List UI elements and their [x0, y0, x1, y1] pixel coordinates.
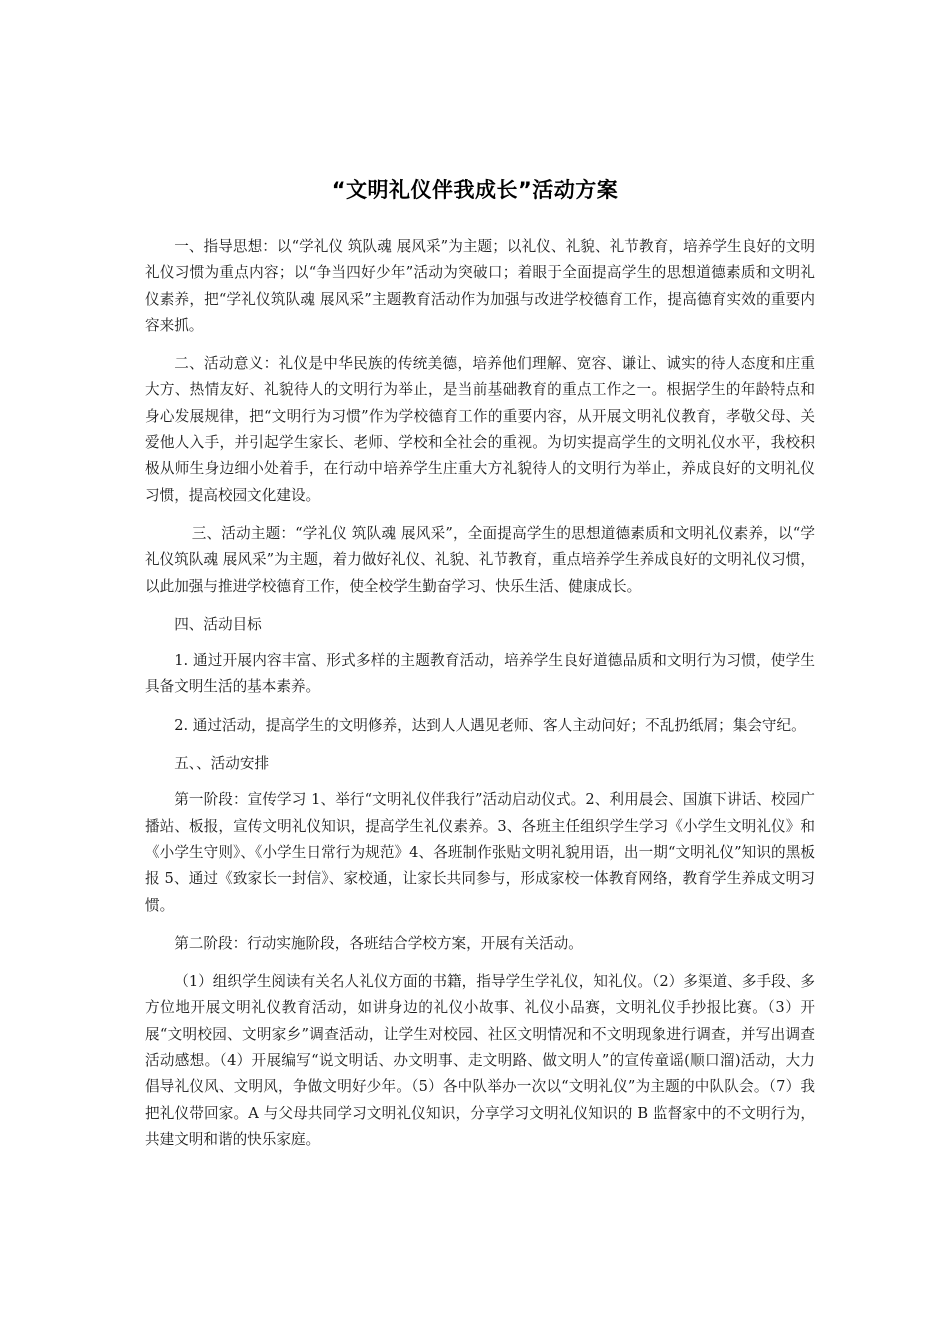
- paragraph-activity-significance: 二、活动意义：礼仪是中华民族的传统美德，培养他们理解、宽容、谦让、诚实的待人态度和庄重大方、热情友好、礼貌待人的文明行为举止，是当前基础教育的重点工作之一。根据学生的年龄特点和身心发展规律，把“文明行为习惯”作为学校德育工作的重要内容，从开展文明礼仪教育，孝敬父母、关爱他人入手，并引起学生家长、老师、学校和全社会的重视。为切实提高学生的文明礼仪水平，我校积极从师生身边细小处着手，在行动中培养学生庄重大方礼貌待人的文明行为举止，养成良好的文明礼仪习惯，提高校园文化建设。: [145, 355, 815, 504]
- paragraph-guiding-thought: 一、指导思想：以“学礼仪 筑队魂 展风采”为主题；以礼仪、礼貌、礼节教育，培养学生良好的文明礼仪习惯为重点内容；以“争当四好少年”活动为突破口；着眼于全面提高学生的思想道德素质和文明礼仪素养，把“学礼仪筑队魂 展风采”主题教育活动作为加强与改进学校德育工作，提高德育实效的重要内容来抓。: [145, 238, 815, 334]
- paragraph-goal-2: 2. 通过活动，提高学生的文明修养，达到人人遇见老师、客人主动问好；不乱扔纸屑；集会守纪。: [174, 716, 806, 734]
- paragraph-stage-2-details: （1）组织学生阅读有关名人礼仪方面的书籍，指导学生学礼仪，知礼仪。（2）多渠道、多手段、多方位地开展文明礼仪教育活动，如讲身边的礼仪小故事、礼仪小品赛，文明礼仪手抄报比赛。（3）开展“文明校园、文明家乡”调查活动，让学生对校园、社区文明情况和不文明现象进行调查，并写出调查活动感想。（4）开展编写“说文明话、办文明事、走文明路、做文明人”的宣传童谣(顺口溜)活动，大力倡导礼仪风、文明风，争做文明好少年。（5）各中队举办一次以“文明礼仪”为主题的中队队会。（7）我把礼仪带回家。A 与父母共同学习文明礼仪知识，分享学习文明礼仪知识的 B 监督家中的不文明行为，共建文明和谐的快乐家庭。: [145, 973, 815, 1148]
- document-title: “文明礼仪伴我成长”活动方案: [331, 178, 619, 202]
- paragraph-goal-1: 1. 通过开展内容丰富、形式多样的主题教育活动，培养学生良好道德品质和文明行为习惯，使学生具备文明生活的基本素养。: [145, 652, 815, 696]
- paragraph-stage-1: 第一阶段：宣传学习 1、举行“文明礼仪伴我行”活动启动仪式。2、利用晨会、国旗下讲话、校园广播站、板报，宣传文明礼仪知识，提高学生礼仪素养。3、各班主任组织学生学习《小学生文明礼仪》和《小学生守则》、《小学生日常行为规范》4、各班制作张贴文明礼貌用语，出一期“文明礼仪”知识的黑板报 5、通过《致家长一封信》、家校通，让家长共同参与，形成家校一体教育网络，教育学生养成文明习惯。: [145, 791, 815, 914]
- paragraph-stage-2: 第二阶段：行动实施阶段，各班结合学校方案，开展有关活动。: [174, 934, 583, 952]
- heading-activity-arrangement: 五、、活动安排: [174, 755, 270, 773]
- paragraph-activity-theme: 三、活动主题：“学礼仪 筑队魂 展风采”，全面提高学生的思想道德素质和文明礼仪素养，以“学礼仪筑队魂 展风采”为主题，着力做好礼仪、礼貌、礼节教育，重点培养学生养成良好的文明礼仪习惯，以此加强与推进学校德育工作，使全校学生勤奋学习、快乐生活、健康成长。: [145, 524, 815, 595]
- heading-activity-goals: 四、活动目标: [174, 615, 262, 633]
- document-body: [145, 234, 815, 1165]
